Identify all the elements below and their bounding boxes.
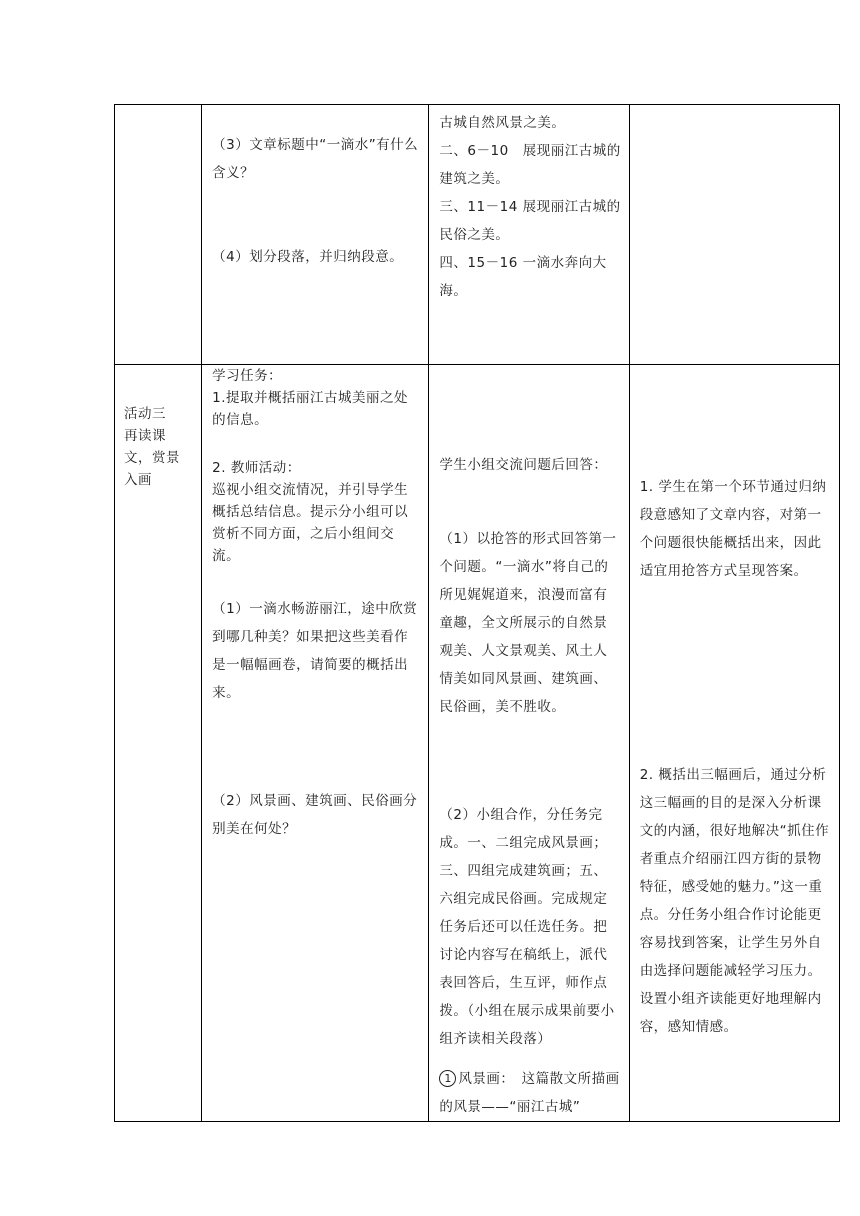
- student-activity-cell: [429, 105, 629, 365]
- answer-1: （1）以抢答的形式回答第一个问题。“一滴水”将自己的所见娓娓道来，浪漫而富有童趣，全文所展示的自然景观美、人文景观美、风土人情美如同风景画、建筑画、民俗画，美不胜收。: [439, 531, 617, 715]
- table-row: [115, 365, 840, 1122]
- question-4: （4）划分段落，并归纳段意。: [212, 249, 404, 265]
- task-1: 1.提取并概括丽江古城美丽之处的信息。: [212, 390, 408, 428]
- answer-2: （2）小组合作，分任务完成。一、二组完成风景画；三、四组完成建筑画；五、六组完成民俗画。完成规定任务后还可以任选任务。把讨论内容写在稿纸上，派代表回答后，生互评，师作点拨。（小组在展示成果前要小组齐读相关段落）: [439, 807, 615, 1047]
- paragraph-summary-3: 三、11－14 展现丽江古城的民俗之美。: [439, 199, 621, 243]
- teacher-activity-cell: [202, 365, 429, 1122]
- student-intro: 学生小组交流问题后回答：: [439, 457, 608, 473]
- design-intent-cell: [629, 365, 839, 1122]
- activity-cell: [115, 105, 202, 365]
- task-2-body: 巡视小组交流情况，并引导学生概括总结信息。提示分小组可以赏析不同方面，之后小组间交流。: [212, 482, 409, 564]
- task-heading: 学习任务：: [212, 368, 283, 384]
- landscape-text: 风景画： 这篇散文所描画的风景——“丽江古城”: [439, 1071, 620, 1115]
- lesson-plan-table: [114, 104, 840, 1122]
- question-3: （3）文章标题中“一滴水”有什么含义？: [212, 137, 419, 181]
- paragraph-summary-4: 四、15－16 一滴水奔向大海。: [439, 255, 607, 299]
- design-intent-cell: [629, 105, 839, 365]
- student-activity-cell: [429, 365, 629, 1122]
- activity-subtitle: 再读课文，赏景入画: [124, 428, 180, 488]
- table-row: [115, 105, 840, 365]
- design-note-2: 2. 概括出三幅画后，通过分析这三幅画的目的是深入分析课文的内涵，很好地解决“抓住作者重点介绍丽江四方街的景物特征，感受她的魅力。”这一重点。分任务小组合作讨论能更容易找到答案，让学生另外自由选择问题能减轻学习压力。设置小组齐读能更好地理解内容，感知情感。: [639, 767, 830, 1035]
- activity-cell: [115, 365, 202, 1122]
- circled-number-marker: 1: [439, 1070, 456, 1087]
- teacher-activity-cell: [202, 105, 429, 365]
- activity-title: 活动三: [124, 406, 166, 422]
- task-2-heading: 2. 教师活动：: [212, 460, 301, 476]
- question-2: （2）风景画、建筑画、民俗画分别美在何处？: [212, 793, 418, 837]
- landscape-paragraph: [439, 1065, 620, 1121]
- paragraph-summary-2: 二、6－10 展现丽江古城的建筑之美。: [439, 143, 621, 187]
- question-1: （1）一滴水畅游丽江，途中欣赏到哪几种美？如果把这些美看作是一幅幅画卷，请简要的概括出来。: [212, 601, 418, 701]
- paragraph-summary-1: 古城自然风景之美。: [439, 115, 566, 131]
- design-note-1: 1. 学生在第一个环节通过归纳段意感知了文章内容，对第一个问题很快能概括出来，因此适宜用抢答方式呈现答案。: [639, 479, 827, 579]
